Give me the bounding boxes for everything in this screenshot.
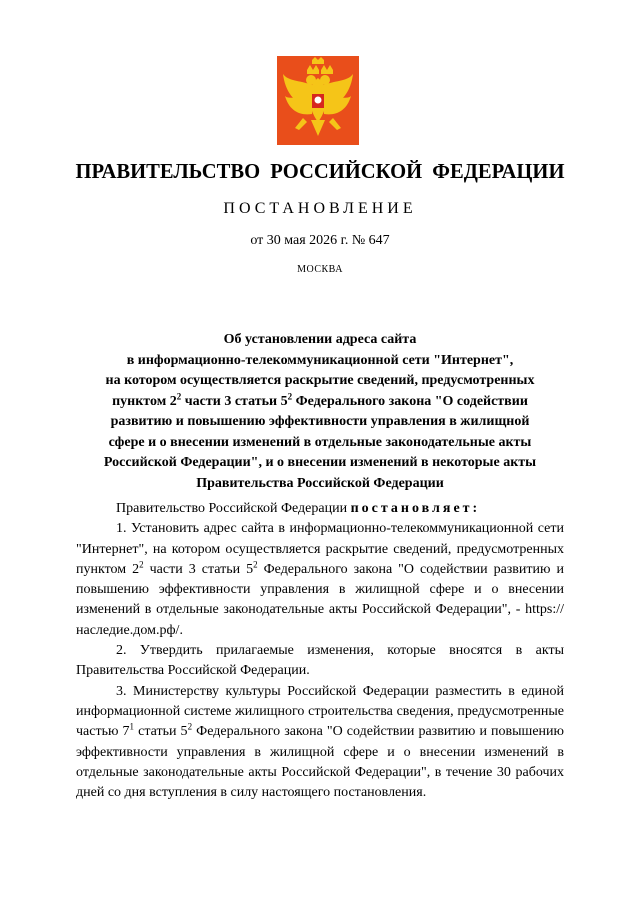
superscript: 2 [253,559,258,570]
title-text: Федерального закона "О содействии [292,393,528,409]
paragraph-text: 3. Министерству культуры Российской Федерации разместить в единой информационной системе жилищного строительства сведения, предусмотренные частью 7 [76,683,564,740]
title-line [80,392,560,413]
paragraph-text: статьи 5 [134,724,188,740]
paragraph-text: Федерального закона "О содействии развитию и повышению эффективности управления в жилищной сфере и о внесении изменений в отдельные законодательные акты Российской Федерации", - https://наследие.дом.рф/. [76,561,564,638]
paragraph-1 [76,519,564,641]
paragraph-text: части 3 статьи 5 [143,561,254,577]
paragraph-2: 2. Утвердить прилагаемые изменения, которые вносятся в акты Правительства Российской Федерации. [76,643,564,679]
title-text: пунктом 2 [112,393,177,409]
paragraph-text: Федерального закона "О содействии развитию и повышению эффективности управления в жилищной сфере и о внесении изменений в отдельные законодательные акты Российской Федерации", в течение 30 рабочих дней со дня вступления в силу настоящего постановления. [76,724,564,801]
preamble [76,499,564,519]
document-city: МОСКВА [297,264,343,275]
title-line: Правительства Российской Федерации [196,475,444,491]
title-line: сфере и о внесении изменений в отдельные законодательные акты [108,434,532,450]
title-line: развитию и повышению эффективности управления в жилищной [110,414,530,429]
title-line: Российской Федерации", и о внесении изменений в некоторые акты [103,455,537,470]
coat-of-arms-icon [277,56,359,145]
document-type: ПОСТАНОВЛЕНИЕ [223,200,417,217]
title-text: части 3 статьи 5 [181,393,288,409]
title-line: на котором осуществляется раскрытие сведений, предусмотренных [105,373,535,388]
title-line: в информационно-телекоммуникационной сети "Интернет", [126,352,514,368]
organization-heading: ПРАВИТЕЛЬСТВО РОССИЙСКОЙ ФЕДЕРАЦИИ [75,161,565,183]
superscript: 2 [187,721,193,732]
superscript: 1 [129,721,135,732]
resolves-word: постановляет: [350,501,481,516]
superscript: 2 [176,390,182,401]
document-title [80,330,560,494]
preamble-text: Правительство Российской Федерации [116,501,351,516]
superscript: 2 [139,559,144,570]
document-body [76,499,564,803]
paragraph-text: 1. Установить адрес сайта в информационно-телекоммуникационной сети "Интернет", на котором осуществляется раскрытие сведений, предусмотренных пунктом 2 [76,521,564,577]
paragraph-3 [76,682,564,804]
title-line: Об установлении адреса сайта [223,332,417,347]
superscript: 2 [287,390,293,401]
document-date: от 30 мая 2026 г. № 647 [250,233,390,248]
